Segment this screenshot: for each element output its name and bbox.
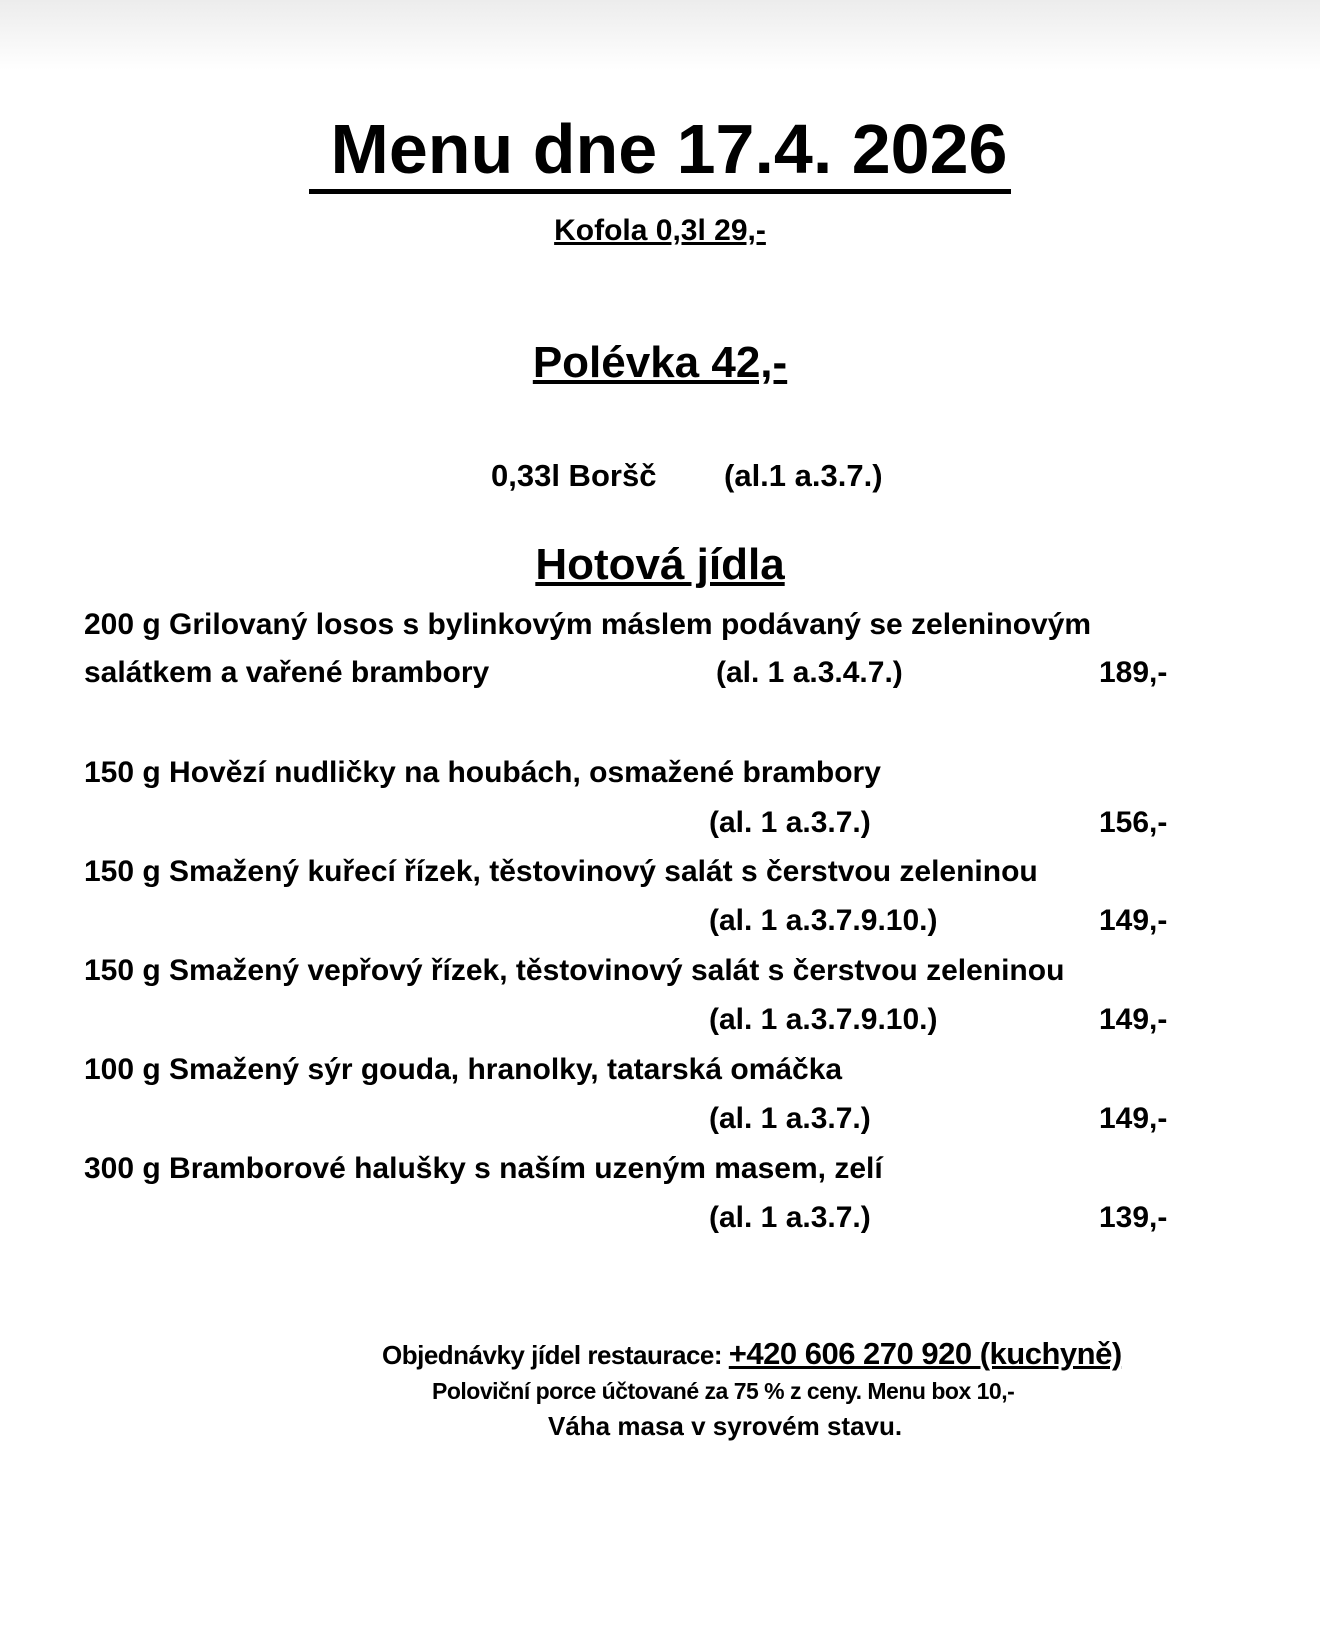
meal-6-allergens: (al. 1 a.3.7.) [709, 1201, 871, 1234]
meal-4-line-1: 150 g Smažený vepřový řízek, těstovinový salát s čerstvou zeleninou [84, 954, 1065, 987]
meal-2-allergens: (al. 1 a.3.7.) [709, 806, 871, 839]
meal-6-price: 139,- [1099, 1201, 1168, 1234]
menu-title-text: Menu dne 17.4. 2026 [309, 109, 1012, 194]
meal-1-price: 189,- [1099, 656, 1168, 689]
orders-label: Objednávky jídel restaurace: [382, 1340, 723, 1370]
menu-title [0, 104, 1320, 194]
top-shade [0, 0, 1320, 70]
meals-heading: Hotová jídla [535, 540, 785, 589]
kitchen-phone-link[interactable]: +420 606 270 920 (kuchyně) [728, 1336, 1122, 1371]
meal-6-line-1: 300 g Bramborové halušky s naším uzeným masem, zelí [84, 1152, 883, 1185]
soup-heading: Polévka 42,- [532, 338, 788, 387]
meal-3-price: 149,- [1099, 904, 1168, 937]
meal-4-price: 149,- [1099, 1003, 1168, 1036]
soup-allergens: (al.1 a.3.7.) [724, 458, 883, 493]
meal-2-line-1: 150 g Hovězí nudličky na houbách, osmažené brambory [84, 756, 881, 789]
orders-line [382, 1336, 1122, 1372]
meal-5-allergens: (al. 1 a.3.7.) [709, 1102, 871, 1135]
meal-4-allergens: (al. 1 a.3.7.9.10.) [709, 1003, 938, 1036]
weight-note: Váha masa v syrovém stavu. [548, 1411, 903, 1441]
meal-5-line-1: 100 g Smažený sýr gouda, hranolky, tatarská omáčka [84, 1053, 843, 1086]
soup-item: 0,33l Boršč [491, 458, 657, 493]
meal-1-allergens: (al. 1 a.3.4.7.) [716, 656, 903, 689]
meal-2-price: 156,- [1099, 806, 1168, 839]
drink-offer: Kofola 0,3l 29,- [554, 214, 766, 247]
meal-5-price: 149,- [1099, 1102, 1168, 1135]
meal-1-line-1: 200 g Grilovaný losos s bylinkovým máslem podávaný se zeleninovým [84, 608, 1092, 641]
half-portion-note: Poloviční porce účtované za 75 % z ceny. Menu box 10,- [432, 1378, 1015, 1404]
meal-1-line-2: salátkem a vařené brambory [84, 656, 490, 689]
meal-3-allergens: (al. 1 a.3.7.9.10.) [709, 904, 938, 937]
meal-3-line-1: 150 g Smažený kuřecí řízek, těstovinový salát s čerstvou zeleninou [84, 855, 1038, 888]
